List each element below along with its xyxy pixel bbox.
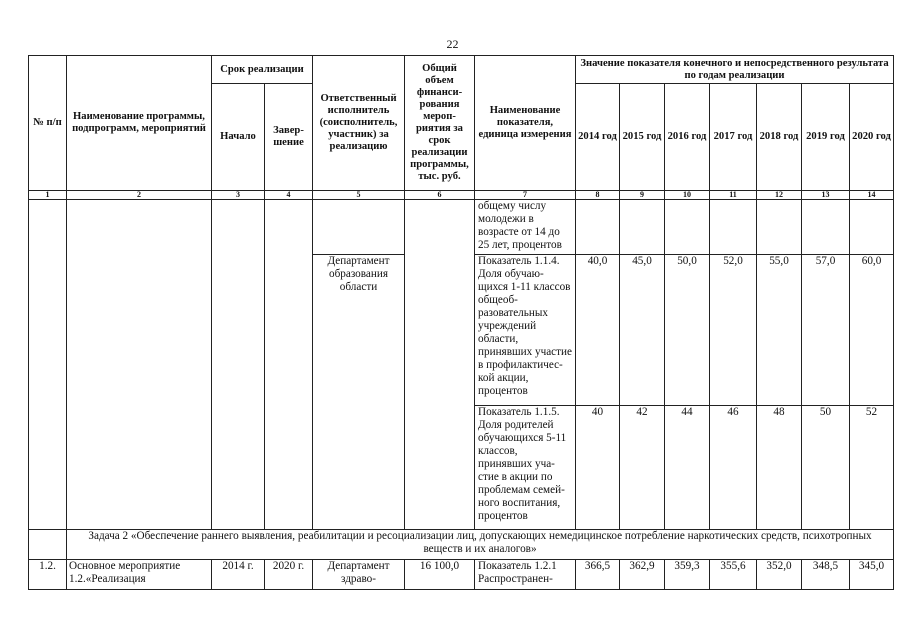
header-year: 2015 год [620, 84, 665, 191]
value-cell: 57,0 [802, 255, 850, 406]
header-year: 2019 год [802, 84, 850, 191]
value-cell: 42 [620, 406, 665, 530]
indicator-cell: Показатель 1.1.5. Доля родителей обучающихся 5-11 классов, принявших уча-стие в акции по проблемам семей-ного воспитания, процентов [475, 406, 576, 530]
value-cell: 345,0 [850, 560, 894, 590]
header-year: 2016 год [665, 84, 710, 191]
header-year: 2020 год [850, 84, 894, 191]
responsible-cell: Департамент здраво- [313, 560, 405, 590]
activity-name: Основное мероприятие 1.2.«Реализация [67, 560, 212, 590]
indicator-cell: Показатель 1.1.4. Доля обучаю-щихся 1-11 классов общеоб-разовательных учреждений области, принявших участие в профилактичес-кой акции, процентов [475, 255, 576, 406]
header-year: 2018 год [757, 84, 802, 191]
value-cell: 52 [850, 406, 894, 530]
header-name: Наименование программы, подпрограмм, мероприятий [67, 56, 212, 191]
row-number: 1.2. [29, 560, 67, 590]
funding-cell: 16 100,0 [405, 560, 475, 590]
header-year: 2017 год [710, 84, 757, 191]
col-number: 2 [67, 191, 212, 200]
value-cell: 55,0 [757, 255, 802, 406]
col-number: 12 [757, 191, 802, 200]
value-cell: 48 [757, 406, 802, 530]
col-number: 14 [850, 191, 894, 200]
col-number: 7 [475, 191, 576, 200]
page-number: 22 [446, 37, 459, 51]
value-cell: 60,0 [850, 255, 894, 406]
header-indicator: Наименование показателя, единица измерения [475, 56, 576, 191]
program-table [28, 55, 894, 590]
header-year: 2014 год [576, 84, 620, 191]
value-cell: 366,5 [576, 560, 620, 590]
value-cell: 362,9 [620, 560, 665, 590]
start-date: 2014 г. [212, 560, 265, 590]
col-number: 1 [29, 191, 67, 200]
value-cell: 46 [710, 406, 757, 530]
indicator-cell: Показатель 1.2.1 Распространен- [475, 560, 576, 590]
value-cell: 40 [576, 406, 620, 530]
table-row [29, 200, 894, 255]
header-responsible: Ответственный исполнитель (соисполнитель, участник) за реализацию [313, 56, 405, 191]
col-number: 13 [802, 191, 850, 200]
value-cell: 50 [802, 406, 850, 530]
col-number: 4 [265, 191, 313, 200]
value-cell: 40,0 [576, 255, 620, 406]
col-number: 8 [576, 191, 620, 200]
value-cell: 50,0 [665, 255, 710, 406]
header-funding: Общий объем финанси-рования мероп-риятия за срок реализации программы, тыс. руб. [405, 56, 475, 191]
responsible-cell: Департамент образования области [313, 255, 405, 530]
column-numbers-row [29, 191, 894, 200]
value-cell: 52,0 [710, 255, 757, 406]
value-cell: 45,0 [620, 255, 665, 406]
value-cell: 359,3 [665, 560, 710, 590]
value-cell: 355,6 [710, 560, 757, 590]
header-start: Начало [212, 84, 265, 191]
value-cell: 348,5 [802, 560, 850, 590]
col-number: 6 [405, 191, 475, 200]
task-title: Задача 2 «Обеспечение раннего выявления, реабилитации и ресоциализации лиц, допускающих немедицинское потребление наркотических средств, психотропных веществ и их аналогов» [67, 530, 894, 560]
header-term: Срок реализации [212, 56, 313, 84]
col-number: 10 [665, 191, 710, 200]
task-row [29, 530, 894, 560]
table-row [29, 560, 894, 590]
value-cell: 352,0 [757, 560, 802, 590]
indicator-cell: общему числу молодежи в возрасте от 14 до 25 лет, процентов [475, 200, 576, 255]
header-values: Значение показателя конечного и непосредственного результата по годам реализации [576, 56, 894, 84]
col-number: 5 [313, 191, 405, 200]
col-number: 3 [212, 191, 265, 200]
end-date: 2020 г. [265, 560, 313, 590]
col-number: 11 [710, 191, 757, 200]
header-num: № п/п [29, 56, 67, 191]
value-cell: 44 [665, 406, 710, 530]
col-number: 9 [620, 191, 665, 200]
header-end: Завер-шение [265, 84, 313, 191]
